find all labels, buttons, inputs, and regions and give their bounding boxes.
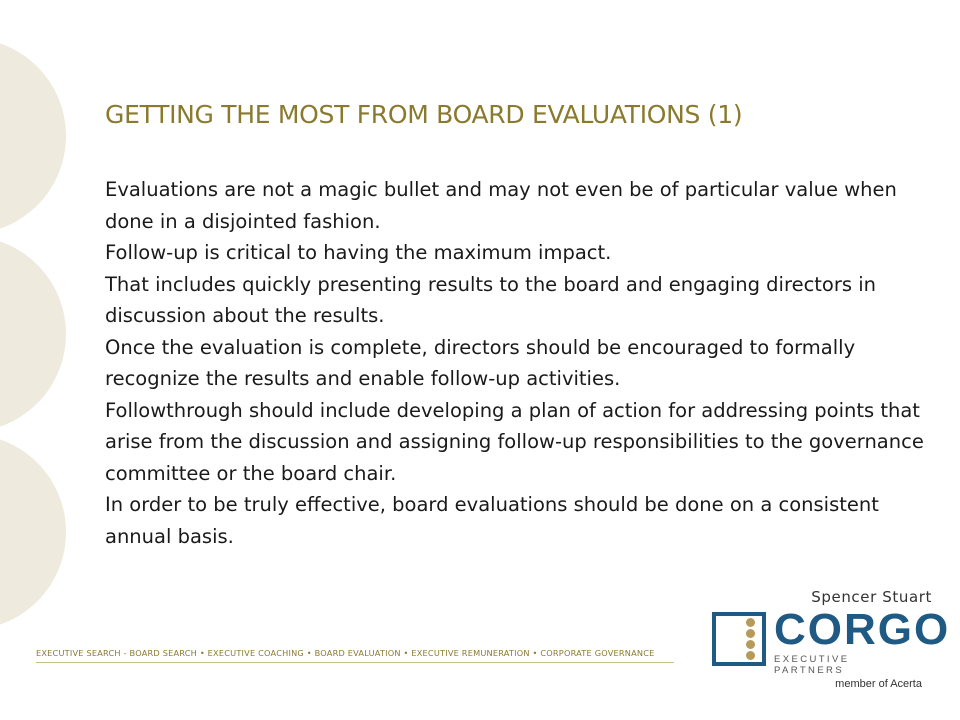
body-paragraph: In order to be truly effective, board evaluations should be done on a consistent annual basis. [105, 493, 879, 548]
body-paragraph: That includes quickly presenting results to the board and engaging directors in discussion about the results. [105, 272, 877, 327]
logo-dots-icon [746, 618, 760, 660]
body-paragraph: Once the evaluation is complete, directors should be encouraged to formally recognize the results and enable follow-up activities. [105, 335, 856, 390]
decor-circle-top [0, 38, 66, 234]
decor-circle-middle [0, 236, 66, 432]
body-paragraph: Evaluations are not a magic bullet and may not even be of particular value when done in a disjointed fashion. [105, 178, 897, 233]
slide-title: GETTING THE MOST FROM BOARD EVALUATIONS (1) [105, 100, 743, 129]
decor-circle-bottom [0, 434, 66, 630]
logo-subtitle: EXECUTIVE PARTNERS [774, 654, 850, 676]
sponsor-label: Spencer Stuart [811, 588, 932, 606]
logo-name: CORGO [774, 605, 951, 654]
body-paragraph: Follow-up is critical to having the maximum impact. [105, 241, 612, 264]
body-paragraph: Followthrough should include developing a plan of action for addressing points that arise from the discussion and assigning follow-up responsibilities to the governance committee or the board chair. [105, 398, 924, 485]
corgo-logo [712, 605, 951, 676]
member-label: member of Acerta [835, 678, 922, 690]
services-tagline: EXECUTIVE SEARCH - BOARD SEARCH • EXECUTIVE COACHING • BOARD EVALUATION • EXECUTIVE REMUNERATION • CORPORATE GOVERNANCE [36, 648, 674, 663]
slide-body [105, 174, 935, 552]
